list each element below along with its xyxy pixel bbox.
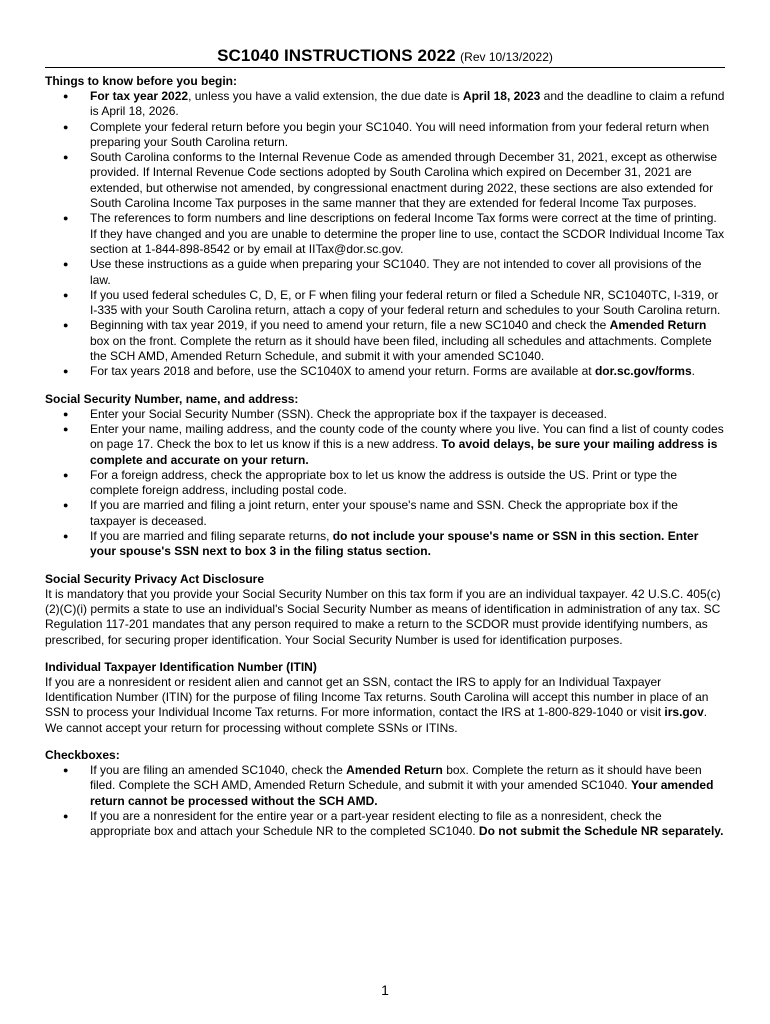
bold-text: For tax year 2022 — [90, 89, 189, 103]
bold-text: April 18, 2023 — [462, 89, 541, 103]
body-text: Complete your federal return before you begin your SC1040. You will need information from your federal return when preparing your South Carolina return. — [90, 119, 710, 149]
body-text: South Carolina conforms to the Internal Revenue Code as amended through December 31, 2021, except as otherwise provided. If Internal Revenue Code sections adopted by South Carolina which expired on December 31, 2021 are extended, but otherwise not amended, by congressional enactment during 2022, these sections are also extended for South Carolina Income Tax purposes in the same manner that they are extended for federal Income Tax purposes. — [90, 150, 718, 211]
things-to-know-section — [45, 74, 725, 380]
bullet-list — [45, 763, 725, 839]
bullet-item — [45, 364, 725, 379]
body-text: For tax years 2018 and before, use the SC1040X to amend your return. Forms are available at — [90, 364, 595, 379]
bullet-item — [45, 407, 725, 422]
body-text: and the deadline to claim a refund is April 18, 2026. — [90, 89, 725, 119]
document-header — [45, 46, 725, 68]
bullet-item — [45, 809, 725, 840]
bullet-list — [45, 89, 725, 380]
body-text: If you are a nonresident for the entire year or a part-year resident electing to file as a nonresident, check the appropriate box and attach your Schedule NR to the completed SC1040. — [90, 808, 662, 839]
bullet-item — [45, 89, 725, 120]
document-title: SC1040 INSTRUCTIONS 2022 — [217, 46, 456, 65]
body-text: box. Complete the return as it should have been filed. Complete the SCH AMD, Amended Return Schedule, and submit it with your amended SC1040. — [90, 762, 702, 793]
bold-text: Your amended return cannot be processed without the SCH AMD. — [90, 778, 714, 808]
privacy-act-section — [45, 572, 725, 648]
body-text: The references to form numbers and line descriptions on federal Income Tax forms were correct at the time of printing. If they have changed and you are unable to determine the proper line to use, contact the SCDOR Individual Income Tax section at 1-844-898-8542 or by email at IITax@dor.sc.gov. — [90, 211, 725, 256]
section-heading: Individual Taxpayer Identification Number (ITIN) — [45, 659, 317, 674]
section-heading: Social Security Number, name, and address: — [45, 391, 299, 406]
body-text: For a foreign address, check the appropriate box to let us know the address is outside the US. Print or type the complete foreign address, including postal code. — [90, 467, 677, 498]
revision-date: (Rev 10/13/2022) — [460, 50, 553, 64]
bold-text: To avoid delays, be sure your mailing address is complete and accurate on your return. — [90, 437, 718, 467]
body-text: If you are filing an amended SC1040, check the — [90, 762, 347, 777]
forms-link-text: dor.sc.gov/forms — [594, 364, 692, 379]
bullet-item — [45, 211, 725, 257]
body-text: , unless you have a valid extension, the due date is — [188, 89, 463, 103]
bullet-item — [45, 422, 725, 468]
page-number: 1 — [381, 982, 389, 998]
ssn-name-address-section — [45, 392, 725, 560]
bullet-item — [45, 529, 725, 560]
bullet-item — [45, 318, 725, 364]
bullet-item — [45, 150, 725, 211]
body-text: box on the front. Complete the return as it should have been filed, including all schedules and attachments. Complete the SCH AMD, Amended Return Schedule, and submit it with your amended SC1040. — [90, 333, 712, 364]
document-page — [45, 46, 725, 839]
irs-link-text: irs.gov — [664, 705, 704, 720]
section-heading: Social Security Privacy Act Disclosure — [45, 571, 264, 586]
bold-text: do not include your spouse's name or SSN in this section. Enter your spouse's SSN next to box 3 in the filing status section. — [90, 529, 699, 559]
body-text: Use these instructions as a guide when preparing your SC1040. They are not intended to cover all provisions of the law. — [90, 257, 702, 287]
bold-text: Do not submit the Schedule NR separately. — [478, 824, 724, 839]
privacy-paragraph: It is mandatory that you provide your Social Security Number on this tax form if you are an individual taxpayer. 42 U.S.C. 405(c)(2)(C)(i) permits a state to use an individual's Social Security Number as means of identification in administration of any tax. SC Regulation 117-201 mandates that any person required to make a return to the SCDOR must provide identifying numbers, as prescribed, for securing proper identification. Your Social Security Number is used for identification purposes. — [45, 586, 721, 647]
body-text: Enter your name, mailing address, and the county code of the county where you live. You can find a list of county codes on page 17. Check the box to let us know if this is a new address. — [90, 421, 724, 452]
bold-text: Amended Return — [609, 318, 707, 333]
bullet-item — [45, 763, 725, 809]
section-heading: Checkboxes: — [45, 747, 120, 762]
bullet-list — [45, 407, 725, 560]
body-text: Beginning with tax year 2019, if you need to amend your return, file a new SC1040 and check the — [90, 318, 610, 333]
body-text: If you are married and filing a joint return, enter your spouse's name and SSN. Check the appropriate box if the taxpayer is deceased. — [90, 498, 678, 528]
body-text: . — [691, 364, 695, 379]
checkboxes-section — [45, 748, 725, 839]
itin-paragraph — [45, 675, 725, 736]
body-text: . We cannot accept your return for processing without complete SSNs or ITINs. — [45, 705, 708, 735]
section-heading: Things to know before you begin: — [45, 74, 237, 88]
bullet-item — [45, 468, 725, 499]
bullet-item — [45, 288, 725, 319]
body-text: If you are a nonresident or resident alien and cannot get an SSN, contact the IRS to apply for an Individual Taxpayer Identification Number (ITIN) for the purpose of filing Income Tax returns. South Carolina will accept this number in place of an SSN to process your Individual Income Tax returns. For more information, contact the IRS at 1-800-829-1040 or visit — [45, 674, 709, 720]
body-text: If you are married and filing separate returns, — [90, 529, 333, 544]
body-text: Enter your Social Security Number (SSN). Check the appropriate box if the taxpayer is deceased. — [90, 406, 607, 421]
bullet-item — [45, 120, 725, 151]
body-text: If you used federal schedules C, D, E, or F when filing your federal return or filed a Schedule NR, SC1040TC, I-319, or I-335 with your South Carolina return, attach a copy of your federal return and schedules to your South Carolina return. — [90, 287, 721, 318]
itin-section — [45, 660, 725, 736]
bullet-item — [45, 498, 725, 529]
bold-text: Amended Return — [346, 762, 443, 777]
bullet-item — [45, 257, 725, 288]
